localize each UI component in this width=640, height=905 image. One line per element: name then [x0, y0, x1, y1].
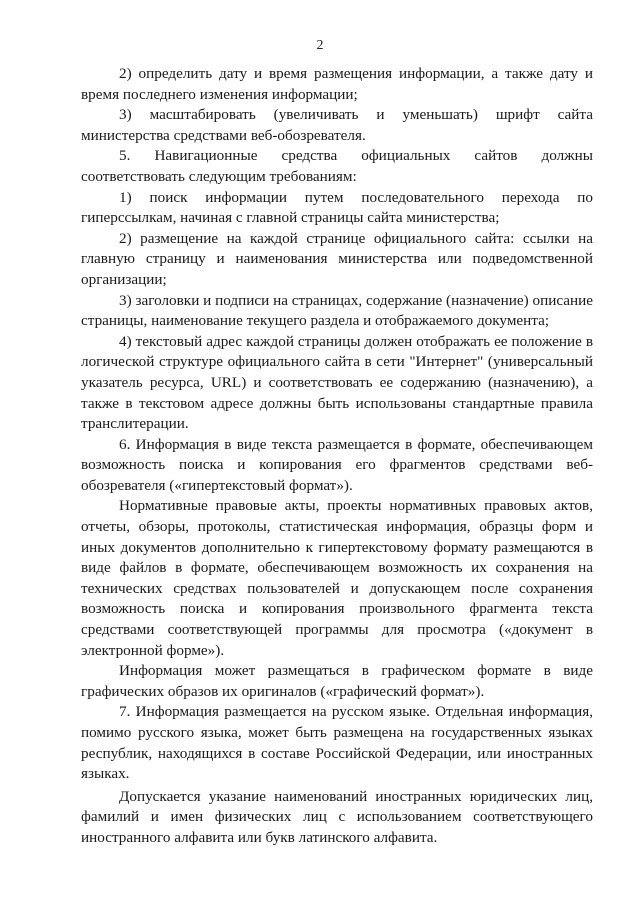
paragraph-item-2-date: 2) определить дату и время размещения информации, а также дату и время последнего изменения информации; [81, 65, 593, 103]
page-number: 2 [316, 38, 324, 53]
paragraph-graphic-format: Информация может размещаться в графическом формате в виде графических образов их оригиналов («графический формат»). [81, 662, 593, 700]
paragraph-foreign-names: Допускается указание наименований иностранных юридических лиц, фамилий и имен физических лиц с использованием соответствующего иностранного алфавита или букв латинского алфавита. [81, 787, 593, 846]
paragraph-section-7: 7. Информация размещается на русском языке. Отдельная информация, помимо русского языка, может быть размещена на государственных языках республик, находящихся в составе Российской Федерации, или иностранных языках. [81, 703, 593, 783]
paragraph-normative-acts: Нормативные правовые акты, проекты нормативных правовых актов, отчеты, обзоры, протоколы, статистическая информация, образцы форм и иных документов дополнительно к гипертекстовому формату размещаются в виде файлов в формате, обеспечивающем возможность их сохранения на технических средствах пользователей и допускающем после сохранения возможность поиска и копирования произвольного фрагмента текста средствами соответствующей программы для просмотра («документ в электронной форме»). [81, 497, 593, 659]
paragraph-section-6: 6. Информация в виде текста размещается в формате, обеспечивающем возможность поиска и копирования его фрагментов средствами веб-обозревателя («гипертекстовый формат»). [81, 435, 593, 494]
paragraph-item-2-links: 2) размещение на каждой странице официального сайта: ссылки на главную страницу и наименования министерства или подведомственной организации; [81, 229, 593, 288]
paragraph-item-3-headings: 3) заголовки и подписи на страницах, содержание (назначение) описание страницы, наименование текущего раздела и отображаемого документа; [81, 291, 593, 330]
document-body [81, 64, 593, 849]
paragraph-section-5: 5. Навигационные средства официальных сайтов должны соответствовать следующим требованиям: [81, 147, 593, 185]
paragraph-item-4-address: 4) текстовый адрес каждой страницы должен отображать ее положение в логической структуре официального сайта в сети "Интернет" (универсальный указатель ресурса, URL) и соответствовать ее содержанию (назначению), а также в текстовом адресе должны быть использованы стандартные правила транслитерации. [81, 332, 593, 433]
paragraph-item-3-scale: 3) масштабировать (увеличивать и уменьшать) шрифт сайта министерства средствами веб-обозревателя. [81, 106, 593, 144]
paragraph-item-1-search: 1) поиск информации путем последовательного перехода по гиперссылкам, начиная с главной страницы сайта министерства; [81, 188, 593, 227]
